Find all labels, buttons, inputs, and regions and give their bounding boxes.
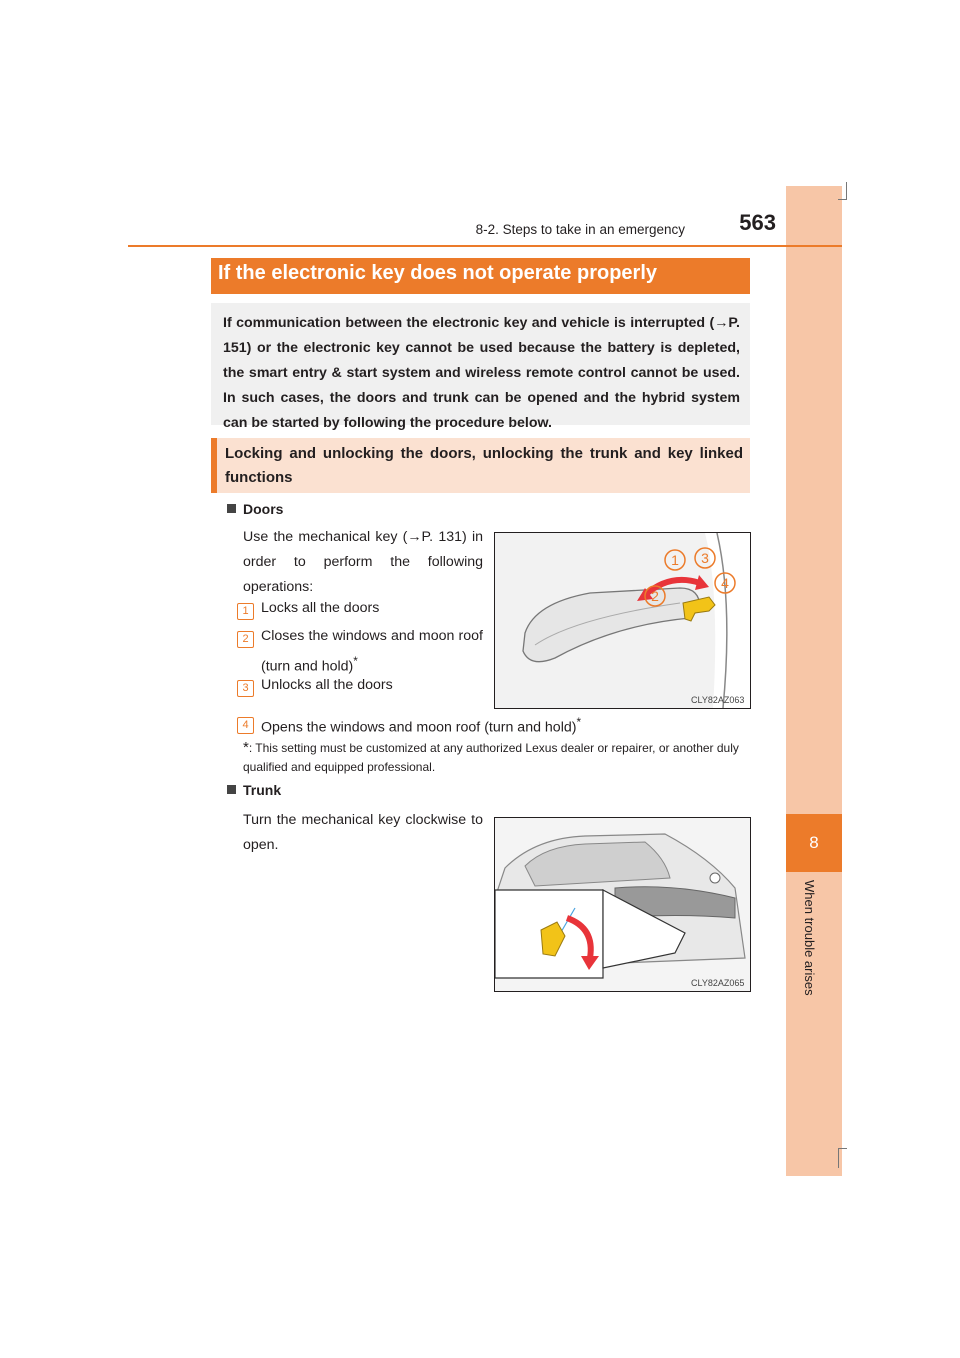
intro-box: If communication between the electronic key and vehicle is interrupted (→P. 151) or the electronic key cannot be used because the battery is depleted, the smart entry & start system and wireless remote control cannot be used. In such cases, the doors and trunk can be opened and the hybrid system can be started by following the procedure below. (211, 303, 750, 425)
step-3-text: Unlocks all the doors (261, 677, 393, 693)
section-title-bar (211, 258, 750, 294)
header-rule (128, 245, 842, 247)
step-1 (237, 598, 254, 623)
footnote-marker: * (353, 654, 358, 668)
subheading: Locking and unlocking the doors, unlocking the trunk and key linked functions (225, 445, 743, 486)
figure-code: CLY82AZ065 (691, 978, 745, 988)
footnote-marker: * (576, 715, 582, 729)
doors-description: Use the mechanical key (→P. 131) in order to perform the following operations: (243, 529, 483, 595)
trunk-description: Turn the mechanical key clockwise to open. (243, 812, 483, 853)
step-number: 1 (237, 603, 254, 620)
chapter-title-vertical (786, 872, 842, 1012)
crop-mark (838, 1148, 839, 1168)
callout-label: 4 (721, 575, 729, 591)
callout-label: 1 (671, 552, 679, 568)
footnote (243, 738, 748, 777)
door-handle-figure (494, 532, 751, 709)
crop-mark (846, 182, 847, 200)
figure-code: CLY82AZ063 (691, 695, 745, 705)
step-3 (237, 675, 254, 700)
trunk-heading: Trunk (227, 782, 281, 798)
step-1-text: Locks all the doors (261, 600, 380, 616)
footnote-star: * (243, 739, 249, 756)
footnote-text: : This setting must be customized at any authorized Lexus dealer or repairer, or another duly qualified and equipped professional. (243, 741, 739, 774)
chapter-side-tab (786, 186, 842, 1176)
doors-heading: Doors (227, 501, 283, 517)
subheading-accent (211, 438, 217, 493)
page-number: 563 (739, 210, 776, 235)
section-header: 8-2. Steps to take in an emergency (475, 222, 685, 237)
callout-4 (715, 573, 735, 593)
step-4 (237, 712, 254, 737)
door-handle-illustration (495, 533, 750, 708)
step-4-text (261, 710, 741, 741)
chapter-title: When trouble arises (802, 880, 817, 996)
trunk-illustration (495, 818, 750, 991)
subheading-bar (211, 438, 750, 493)
crop-mark (838, 1148, 847, 1149)
crop-mark (838, 199, 847, 200)
chapter-number: 8 (786, 814, 842, 872)
section-title: If the electronic key does not operate properly (218, 262, 658, 284)
step-number: 3 (237, 680, 254, 697)
step-number: 4 (237, 717, 254, 734)
step-4-label: Opens the windows and moon roof (turn and hold) (261, 719, 577, 736)
step-2-text (261, 624, 483, 680)
step-2-label: Closes the windows and moon roof (turn and hold) (261, 628, 483, 675)
trunk-figure (494, 817, 751, 992)
step-2 (237, 626, 254, 651)
callout-label: 3 (701, 550, 709, 566)
callout-label: 2 (651, 588, 659, 604)
step-number: 2 (237, 631, 254, 648)
